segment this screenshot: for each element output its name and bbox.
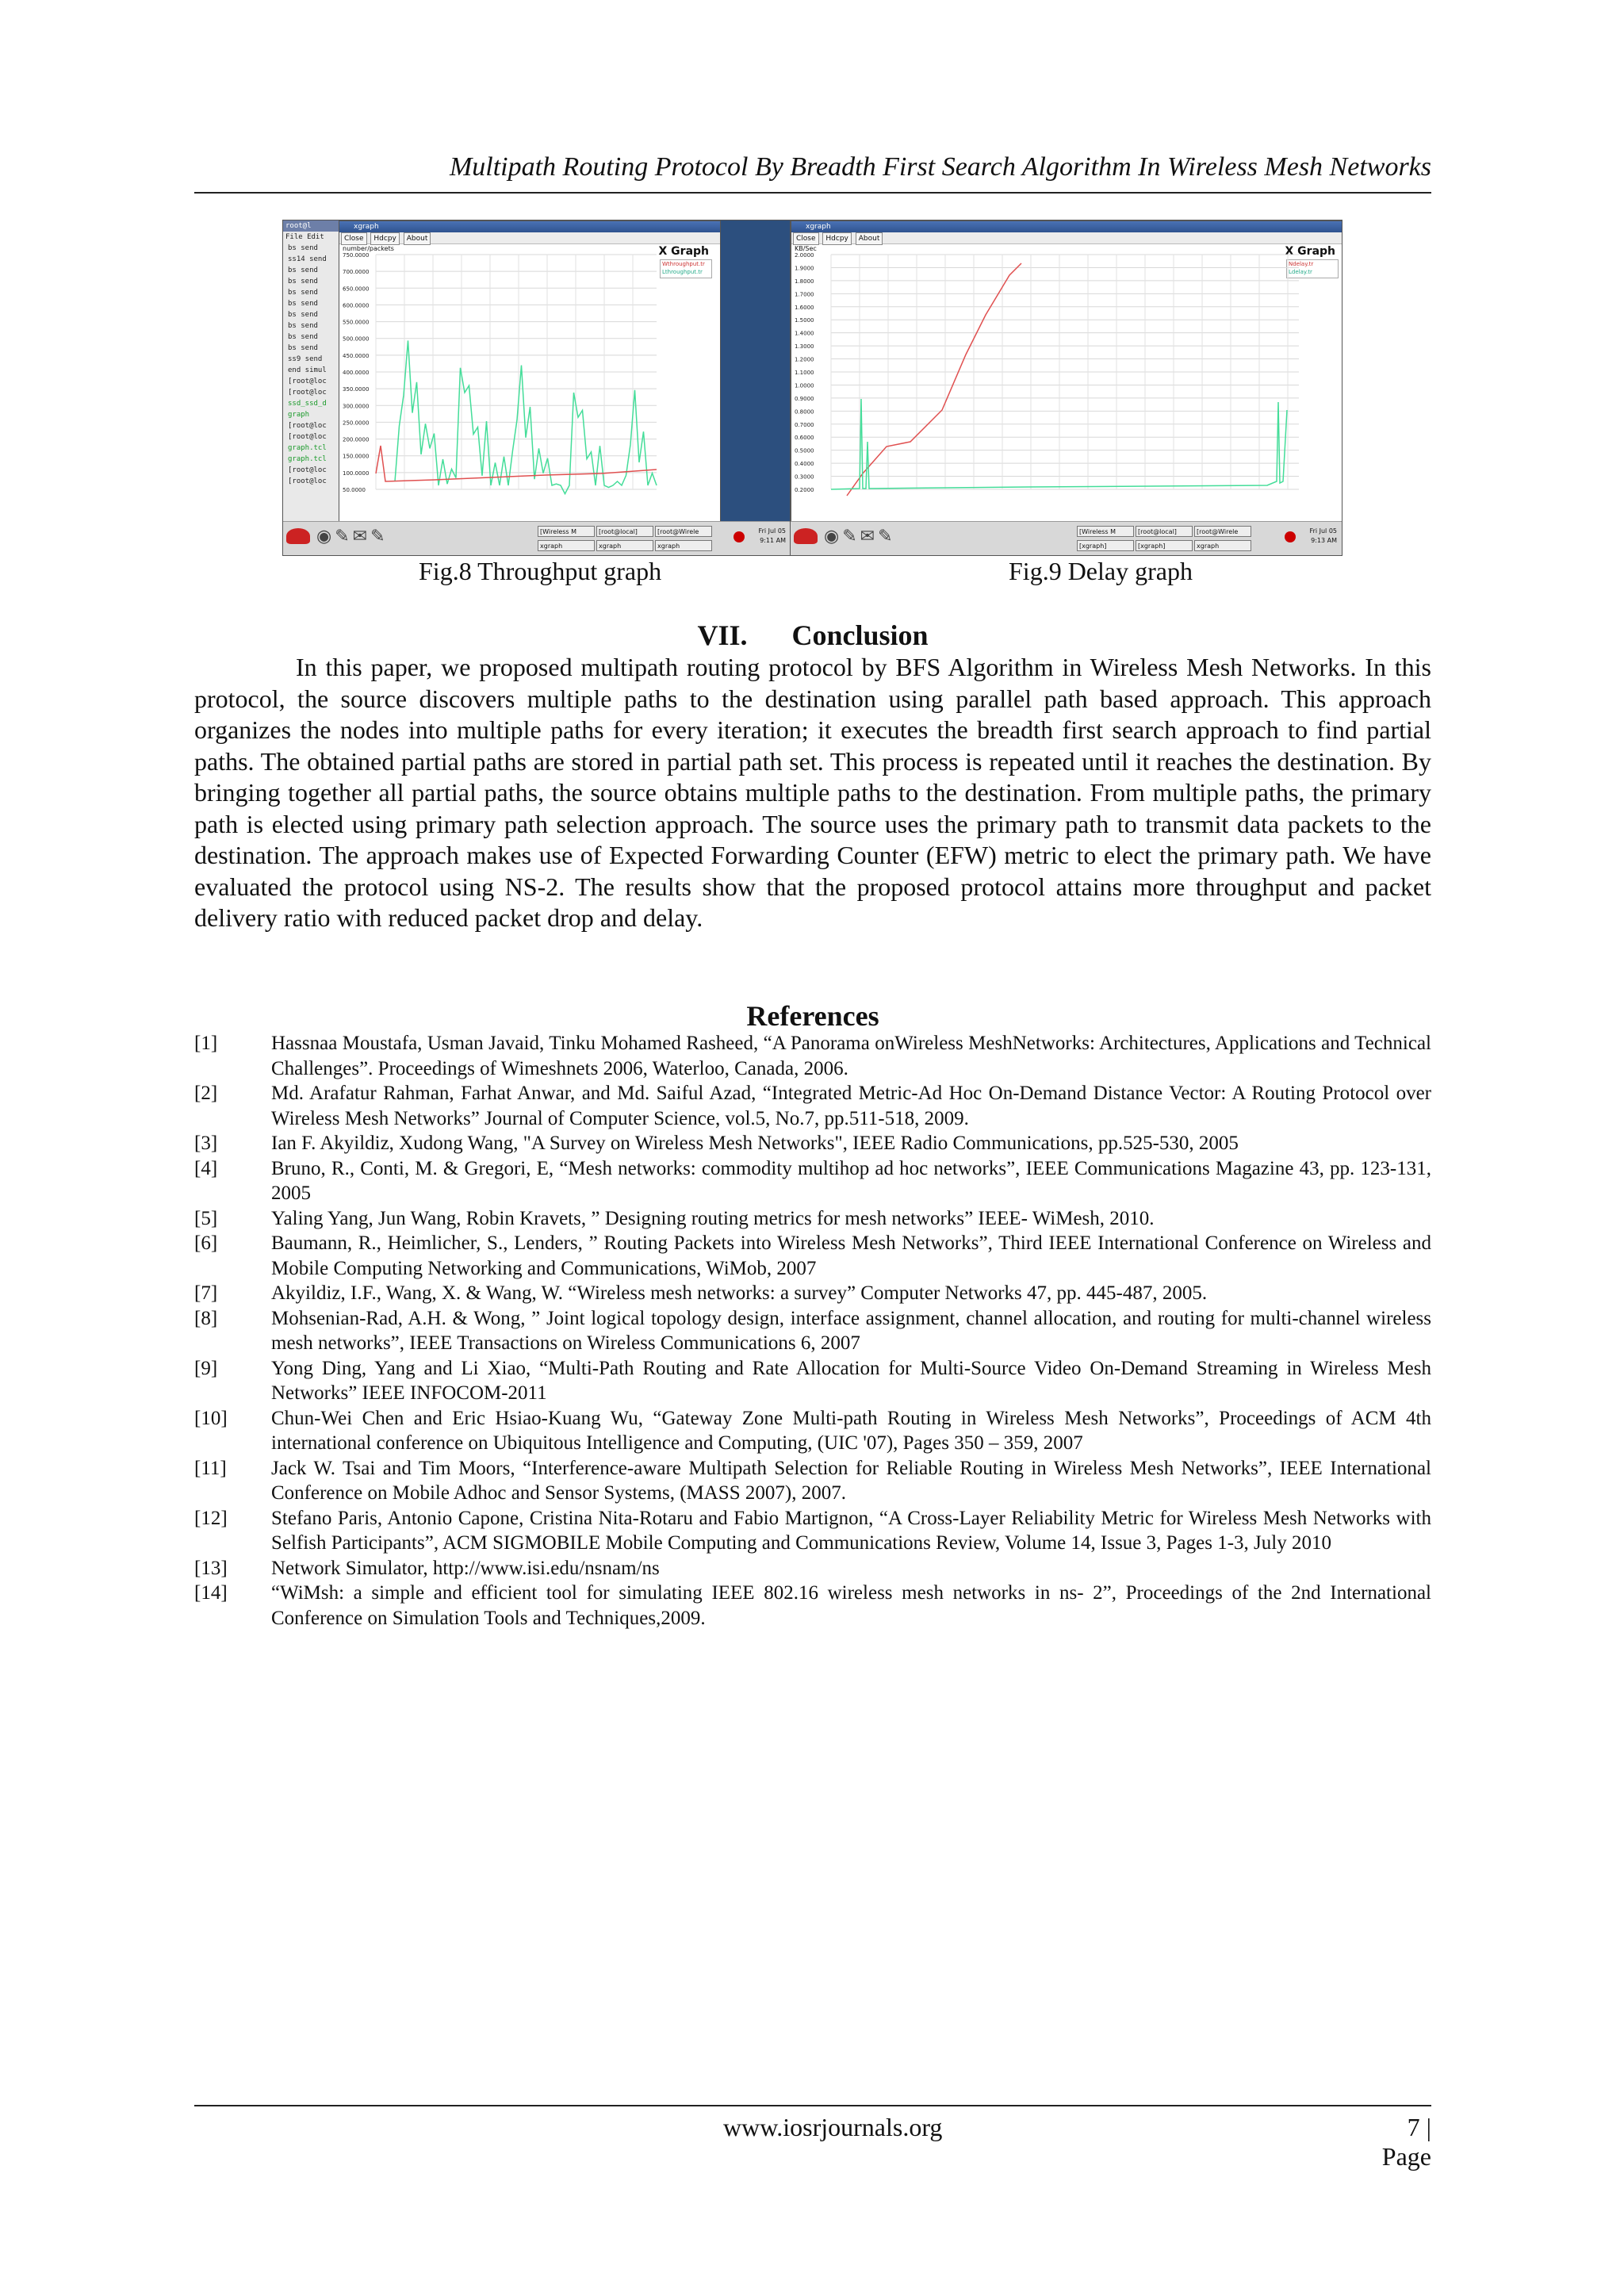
task-button[interactable]: [xgraph] [1077,540,1134,551]
section-number: VII. [697,619,748,651]
reference-number: [7] [194,1282,218,1304]
terminal-line: bs send [288,311,318,319]
reference-number: [13] [194,1557,228,1579]
y-tick-label: 0.9000 [795,395,814,402]
reference-text: Network Simulator, http://www.isi.edu/nsnam/ns [271,1557,660,1579]
y-tick-label: 1.0000 [795,382,814,389]
xgraph-window-delay [791,220,1342,523]
terminal-line: bs send [288,322,318,330]
y-tick-label: 1.6000 [795,304,814,311]
y-tick-label: 1.5000 [795,317,814,324]
task-button[interactable]: [root@Wirele [1194,526,1251,537]
conclusion-body [194,652,1431,934]
reference-text: Yong Ding, Yang and Li Xiao, “Multi-Path Routing and Rate Allocation for Multi-Source Video On-Demand Streaming in Wireless Mesh Networks” IEEE INFOCOM-2011 [271,1357,1431,1404]
y-tick-label: 1.2000 [795,356,814,363]
references-list [194,1031,1431,1631]
reference-number: [1] [194,1033,218,1054]
y-tick-label: 550.0000 [343,319,370,326]
terminal-line: bs send [288,289,318,297]
clock-time: 9:13 AM [1311,537,1337,544]
section-title: Conclusion [791,619,929,651]
terminal-line: bs send [288,244,318,252]
y-units-label: number/packets [343,245,394,252]
close-button[interactable]: Close [793,232,819,245]
task-button[interactable]: [root@local] [1136,526,1193,537]
terminal-line: bs send [288,300,318,308]
reference-item [194,1456,1431,1506]
task-list[interactable] [537,525,727,554]
y-tick-label: 1.4000 [795,330,814,337]
reference-item [194,1356,1431,1406]
about-button[interactable]: About [404,232,431,245]
delay-plot [791,243,1342,523]
y-tick-label: 0.3000 [795,473,814,481]
task-button[interactable]: xgraph [538,540,595,551]
y-tick-label: 250.0000 [343,420,370,427]
reference-text: Ian F. Akyildiz, Xudong Wang, "A Survey on Wireless Mesh Networks", IEEE Radio Communications, pp.525-530, 2005 [271,1133,1239,1154]
task-button[interactable]: xgraph [596,540,653,551]
reference-number: [4] [194,1157,218,1179]
figure-9-screenshot [791,220,1342,555]
reference-item [194,1581,1431,1631]
page-number: 7 | Page [1381,2113,1431,2171]
reference-item [194,1281,1431,1306]
reference-item [194,1081,1431,1131]
reference-item [194,1306,1431,1356]
terminal-line: ssd_ssd_d [288,400,327,408]
logout-icon[interactable] [1285,531,1296,542]
throughput-plot [339,243,720,523]
reference-number: [3] [194,1133,218,1154]
reference-text: Akyildiz, I.F., Wang, X. & Wang, W. “Wireless mesh networks: a survey” Computer Networks 47, pp. 445-487, 2005. [271,1282,1208,1304]
terminal-line: [root@loc [288,378,327,385]
y-tick-label: 750.0000 [343,252,370,259]
about-button[interactable]: About [856,232,883,245]
figure-8-screenshot [283,220,791,555]
y-tick-label: 450.0000 [343,352,370,359]
y-tick-label: 700.0000 [343,269,370,276]
terminal-line: [root@loc [288,422,327,430]
clock-date: Fri Jul 05 [1309,527,1337,535]
reference-item [194,1156,1431,1206]
y-tick-label: 2.0000 [795,252,814,259]
xgraph-titlebar: xgraph [339,221,720,232]
terminal-line: [root@loc [288,466,327,474]
reference-text: Md. Arafatur Rahman, Farhat Anwar, and Md. Saiful Azad, “Integrated Metric-Ad Hoc On-Demand Distance Vector: A Routing Protocol over Wireless Mesh Networks” Journal of Computer Science, vol.5, No.7, pp.511-518, 2009. [271,1083,1431,1129]
y-tick-label: 650.0000 [343,286,370,293]
y-tick-label: 150.0000 [343,453,370,460]
terminal-menu: File Edit [285,233,324,241]
reference-number: [14] [194,1582,228,1604]
series-line-red [376,446,657,481]
y-tick-label: 0.2000 [795,487,814,493]
y-tick-label: 0.4000 [795,461,814,468]
terminal-line: [root@loc [288,477,327,485]
reference-item [194,1206,1431,1232]
reference-item [194,1406,1431,1456]
reference-number: [5] [194,1207,218,1229]
task-button[interactable]: xgraph [655,540,712,551]
close-button[interactable]: Close [341,232,367,245]
legend-item: Ndelay.tr [1289,261,1314,267]
xgraph-titlebar: xgraph [791,221,1342,232]
task-button[interactable]: [root@Wirele [655,526,712,537]
terminal-line: bs send [288,278,318,286]
series-line-red [847,263,1021,496]
reference-text: Chun-Wei Chen and Eric Hsiao-Kuang Wu, “Gateway Zone Multi-path Routing in Wireless Mesh Networks”, Proceedings of ACM 4th international conference on Ubiquitous Intelligence and Computing, (UIC '07), Pages 350 – 359, 2007 [271,1407,1431,1454]
terminal-line: graph.tcl [288,444,327,452]
y-tick-label: 200.0000 [343,436,370,443]
task-button[interactable]: [Wireless M [538,526,595,537]
figure-8-caption: Fig.8 Throughput graph [419,557,662,585]
task-button[interactable]: xgraph [1194,540,1251,551]
reference-text: Mohsenian-Rad, A.H. & Wong, ” Joint logical topology design, interface assignment, channel allocation, and routing for multi-channel wireless mesh networks”, IEEE Transactions on Wireless Communications 6, 2007 [271,1307,1431,1354]
reference-text: Hassnaa Moustafa, Usman Javaid, Tinku Mohamed Rasheed, “A Panorama onWireless MeshNetworks: Architectures, Applications and Technical Challenges”. Proceedings of Wimeshnets 2006, Waterloo, Canada, 2006. [271,1033,1431,1079]
legend-item: Ldelay.tr [1289,269,1312,275]
reference-item [194,1556,1431,1581]
y-tick-label: 1.8000 [795,278,814,285]
terminal-line: end simul [288,366,327,374]
terminal-window [283,220,339,522]
terminal-line: graph [288,411,310,419]
redhat-icon[interactable] [794,528,818,544]
reference-item [194,1031,1431,1081]
reference-number: [11] [194,1457,227,1479]
reference-number: [12] [194,1507,228,1529]
reference-text: “WiMsh: a simple and efficient tool for simulating IEEE 802.16 wireless mesh networks in ns- 2”, Proceedings of the 2nd International Conference on Simulation Tools and Techniques,2009. [271,1582,1431,1629]
references-heading: References [746,1000,879,1032]
y-tick-label: 1.7000 [795,291,814,298]
y-tick-label: 0.7000 [795,421,814,428]
running-head: Multipath Routing Protocol By Breadth First Search Algorithm In Wireless Mesh Networks [449,152,1431,182]
footer-rule [194,2105,1431,2106]
y-tick-label: 500.0000 [343,335,370,343]
conclusion-paragraph: In this paper, we proposed multipath routing protocol by BFS Algorithm in Wireless Mesh Networks. In this protocol, the source discovers multiple paths to the destination using parallel path based approach. This approach organizes the nodes into multiple paths for every iteration; it executes the breadth first search approach to find partial paths. The obtained partial paths are stored in partial path set. This process is repeated until it reaches the destination. By bringing together all partial paths, the source obtains multiple paths to the destination. From multiple paths, the primary path is elected using primary path selection approach. The source uses the primary path to transmit data packets to the destination. The approach makes use of Expected Forwarding Counter (EFW) metric to elect the primary path. We have evaluated the protocol using NS-2. The results show that the proposed protocol attains more throughput and packet delivery ratio with reduced packet drop and delay. [194,653,1431,932]
logout-icon[interactable] [733,531,745,542]
terminal-line: [root@loc [288,433,327,441]
terminal-line: ss9 send [288,355,323,363]
task-button[interactable]: [Wireless M [1077,526,1134,537]
reference-number: [8] [194,1307,218,1329]
reference-item [194,1131,1431,1156]
header-rule [194,192,1431,194]
xgraph-menubar [339,232,720,244]
reference-number: [10] [194,1407,228,1429]
y-tick-label: 0.8000 [795,408,814,416]
reference-item [194,1506,1431,1556]
y-units-label: KB/Sec [795,245,817,252]
legend-item: Lthroughput.tr [662,269,703,275]
clock [1310,527,1337,546]
reference-item [194,1231,1431,1281]
terminal-titlebar: root@l [283,220,339,232]
clock-time: 9:11 AM [760,537,786,544]
reference-text: Bruno, R., Conti, M. & Gregori, E, “Mesh networks: commodity multihop ad hoc networks”, IEEE Communications Magazine 43, pp. 123-131, 2005 [271,1157,1431,1204]
xgraph-label: X Graph [658,245,709,258]
xgraph-window-throughput [339,220,721,523]
y-tick-label: 50.0000 [343,487,366,493]
reference-text: Jack W. Tsai and Tim Moors, “Interference-aware Multipath Selection for Reliable Routing in Wireless Mesh Networks”, IEEE International Conference on Mobile Adhoc and Sensor Systems, (MASS 2007), 2007. [271,1457,1431,1504]
y-tick-label: 100.0000 [343,470,370,477]
terminal-line: bs send [288,333,318,341]
terminal-line: bs send [288,266,318,274]
series-line-green [395,340,657,493]
y-tick-label: 0.5000 [795,447,814,454]
reference-text: Baumann, R., Heimlicher, S., Lenders, ” Routing Packets into Wireless Mesh Networks”, Third IEEE International Conference on Wireless and Mobile Computing Networking and Communications, WiMob, 2007 [271,1232,1431,1279]
terminal-line: bs send [288,344,318,352]
launcher-icons[interactable]: ◉✎✉✎ [316,527,389,546]
terminal-output [283,243,339,487]
y-tick-label: 0.6000 [795,435,814,442]
xgraph-label: X Graph [1285,245,1335,258]
xgraph-menubar [791,232,1342,244]
task-list[interactable] [1076,525,1266,554]
y-tick-label: 600.0000 [343,302,370,309]
reference-number: [2] [194,1083,218,1104]
clock-date: Fri Jul 05 [758,527,786,535]
clock [759,527,786,546]
hdcpy-button[interactable]: Hdcpy [370,232,399,245]
launcher-icons[interactable]: ◉✎✉✎ [824,527,896,546]
legend-item: Wthroughput.tr [662,261,705,267]
hdcpy-button[interactable]: Hdcpy [822,232,851,245]
y-tick-label: 1.3000 [795,343,814,351]
terminal-line: ss14 send [288,255,327,263]
redhat-icon[interactable] [286,528,310,544]
y-tick-label: 1.9000 [795,265,814,272]
reference-text: Stefano Paris, Antonio Capone, Cristina Nita-Rotaru and Fabio Martignon, “A Cross-Layer Reliability Metric for Wireless Mesh Networks with Selfish Participants”, ACM SIGMOBILE Mobile Computing and Communications Review, Volume 14, Issue 3, Pages 1-3, July 2010 [271,1507,1431,1554]
terminal-line: graph.tcl [288,455,327,463]
reference-number: [9] [194,1357,218,1379]
y-tick-label: 350.0000 [343,386,370,393]
figure-9-caption: Fig.9 Delay graph [1009,557,1193,585]
task-button[interactable]: [root@local] [596,526,653,537]
section-heading [194,619,1431,652]
taskbar [791,521,1342,555]
footer-url: www.iosrjournals.org [723,2113,943,2141]
y-tick-label: 300.0000 [343,403,370,410]
terminal-line: [root@loc [288,389,327,397]
y-tick-label: 1.1000 [795,370,814,376]
taskbar [283,521,791,555]
y-tick-label: 400.0000 [343,370,370,376]
task-button[interactable]: [xgraph] [1136,540,1193,551]
reference-number: [6] [194,1232,218,1254]
reference-text: Yaling Yang, Jun Wang, Robin Kravets, ” Designing routing metrics for mesh networks” IEEE- WiMesh, 2010. [271,1207,1155,1229]
